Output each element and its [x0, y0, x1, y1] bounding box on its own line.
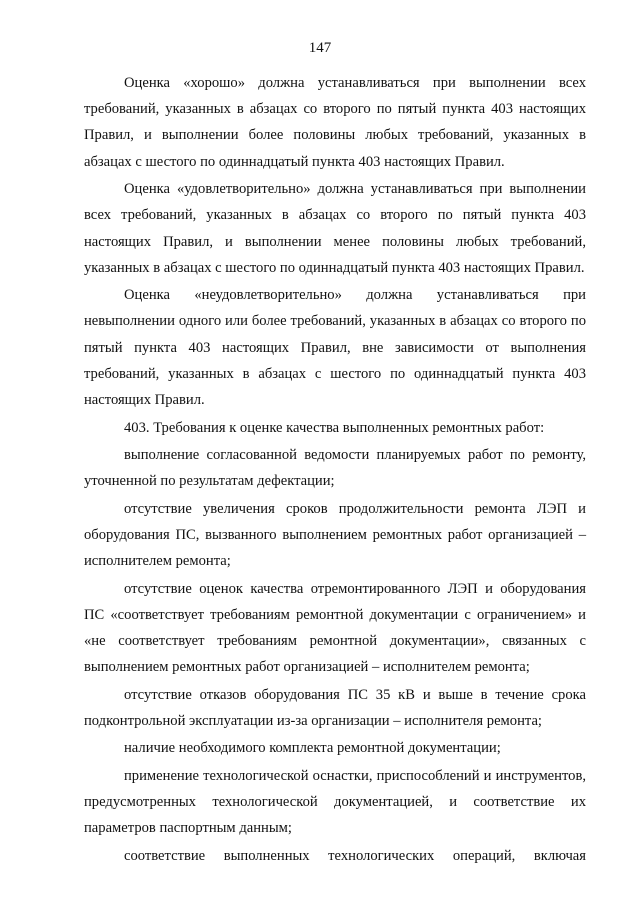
paragraph-requirement-5: наличие необходимого комплекта ремонтной документации;: [124, 740, 501, 757]
paragraph-rating-satisfactory: Оценка «удовлетворительно» должна устанавливаться при выполнении всех требований, указанных в абзацах со второго по пятый пункта 403 настоящих Правил, и выполнении менее половины любых требований, указанных в абзацах с шестого по одиннадцатый пункта 403 настоящих Правил.: [84, 181, 586, 276]
paragraph-rating-unsatisfactory: Оценка «неудовлетворительно» должна устанавливаться при невыполнении одного или более требований, указанных в абзацах со второго по пятый пункта 403 настоящих Правил, вне зависимости от выполнения требований, указанных в абзацах с шестого по одиннадцатый пункта 403 настоящих Правил.: [84, 287, 586, 409]
paragraph-requirement-7: соответствие выполненных технологических операций, включая: [124, 847, 586, 864]
paragraph-rating-good: Оценка «хорошо» должна устанавливаться при выполнении всех требований, указанных в абзацах со второго по пятый пункта 403 настоящих Правил, и выполнении более половины любых требований, указанных в абзацах с шестого по одиннадцатый пункта 403 настоящих Правил.: [84, 75, 586, 170]
paragraph-requirement-2: отсутствие увеличения сроков продолжительности ремонта ЛЭП и оборудования ПС, вызванного выполнением ремонтных работ организацией – исполнителем ремонта;: [84, 500, 586, 570]
paragraph-requirement-4: отсутствие отказов оборудования ПС 35 кВ и выше в течение срока подконтрольной эксплуатации из-за организации – исполнителя ремонта;: [84, 686, 586, 729]
paragraph-requirement-3: отсутствие оценок качества отремонтированного ЛЭП и оборудования ПС «соответствует требованиям ремонтной документации с ограничением» и «не соответствует требованиям ремонтной документации», связанных с выполнением ремонтных работ организацией – исполнителем ремонта;: [84, 580, 586, 676]
page-number: 147: [308, 40, 332, 56]
paragraph-requirement-1: выполнение согласованной ведомости планируемых работ по ремонту, уточненной по результатам дефектации;: [84, 447, 586, 490]
paragraph-requirement-6: применение технологической оснастки, приспособлений и инструментов, предусмотренных технологической документацией, и соответствие их параметров паспортным данным;: [84, 767, 586, 837]
document-body: [84, 70, 586, 870]
paragraph-section-403-heading: 403. Требования к оценке качества выполненных ремонтных работ:: [124, 419, 545, 436]
